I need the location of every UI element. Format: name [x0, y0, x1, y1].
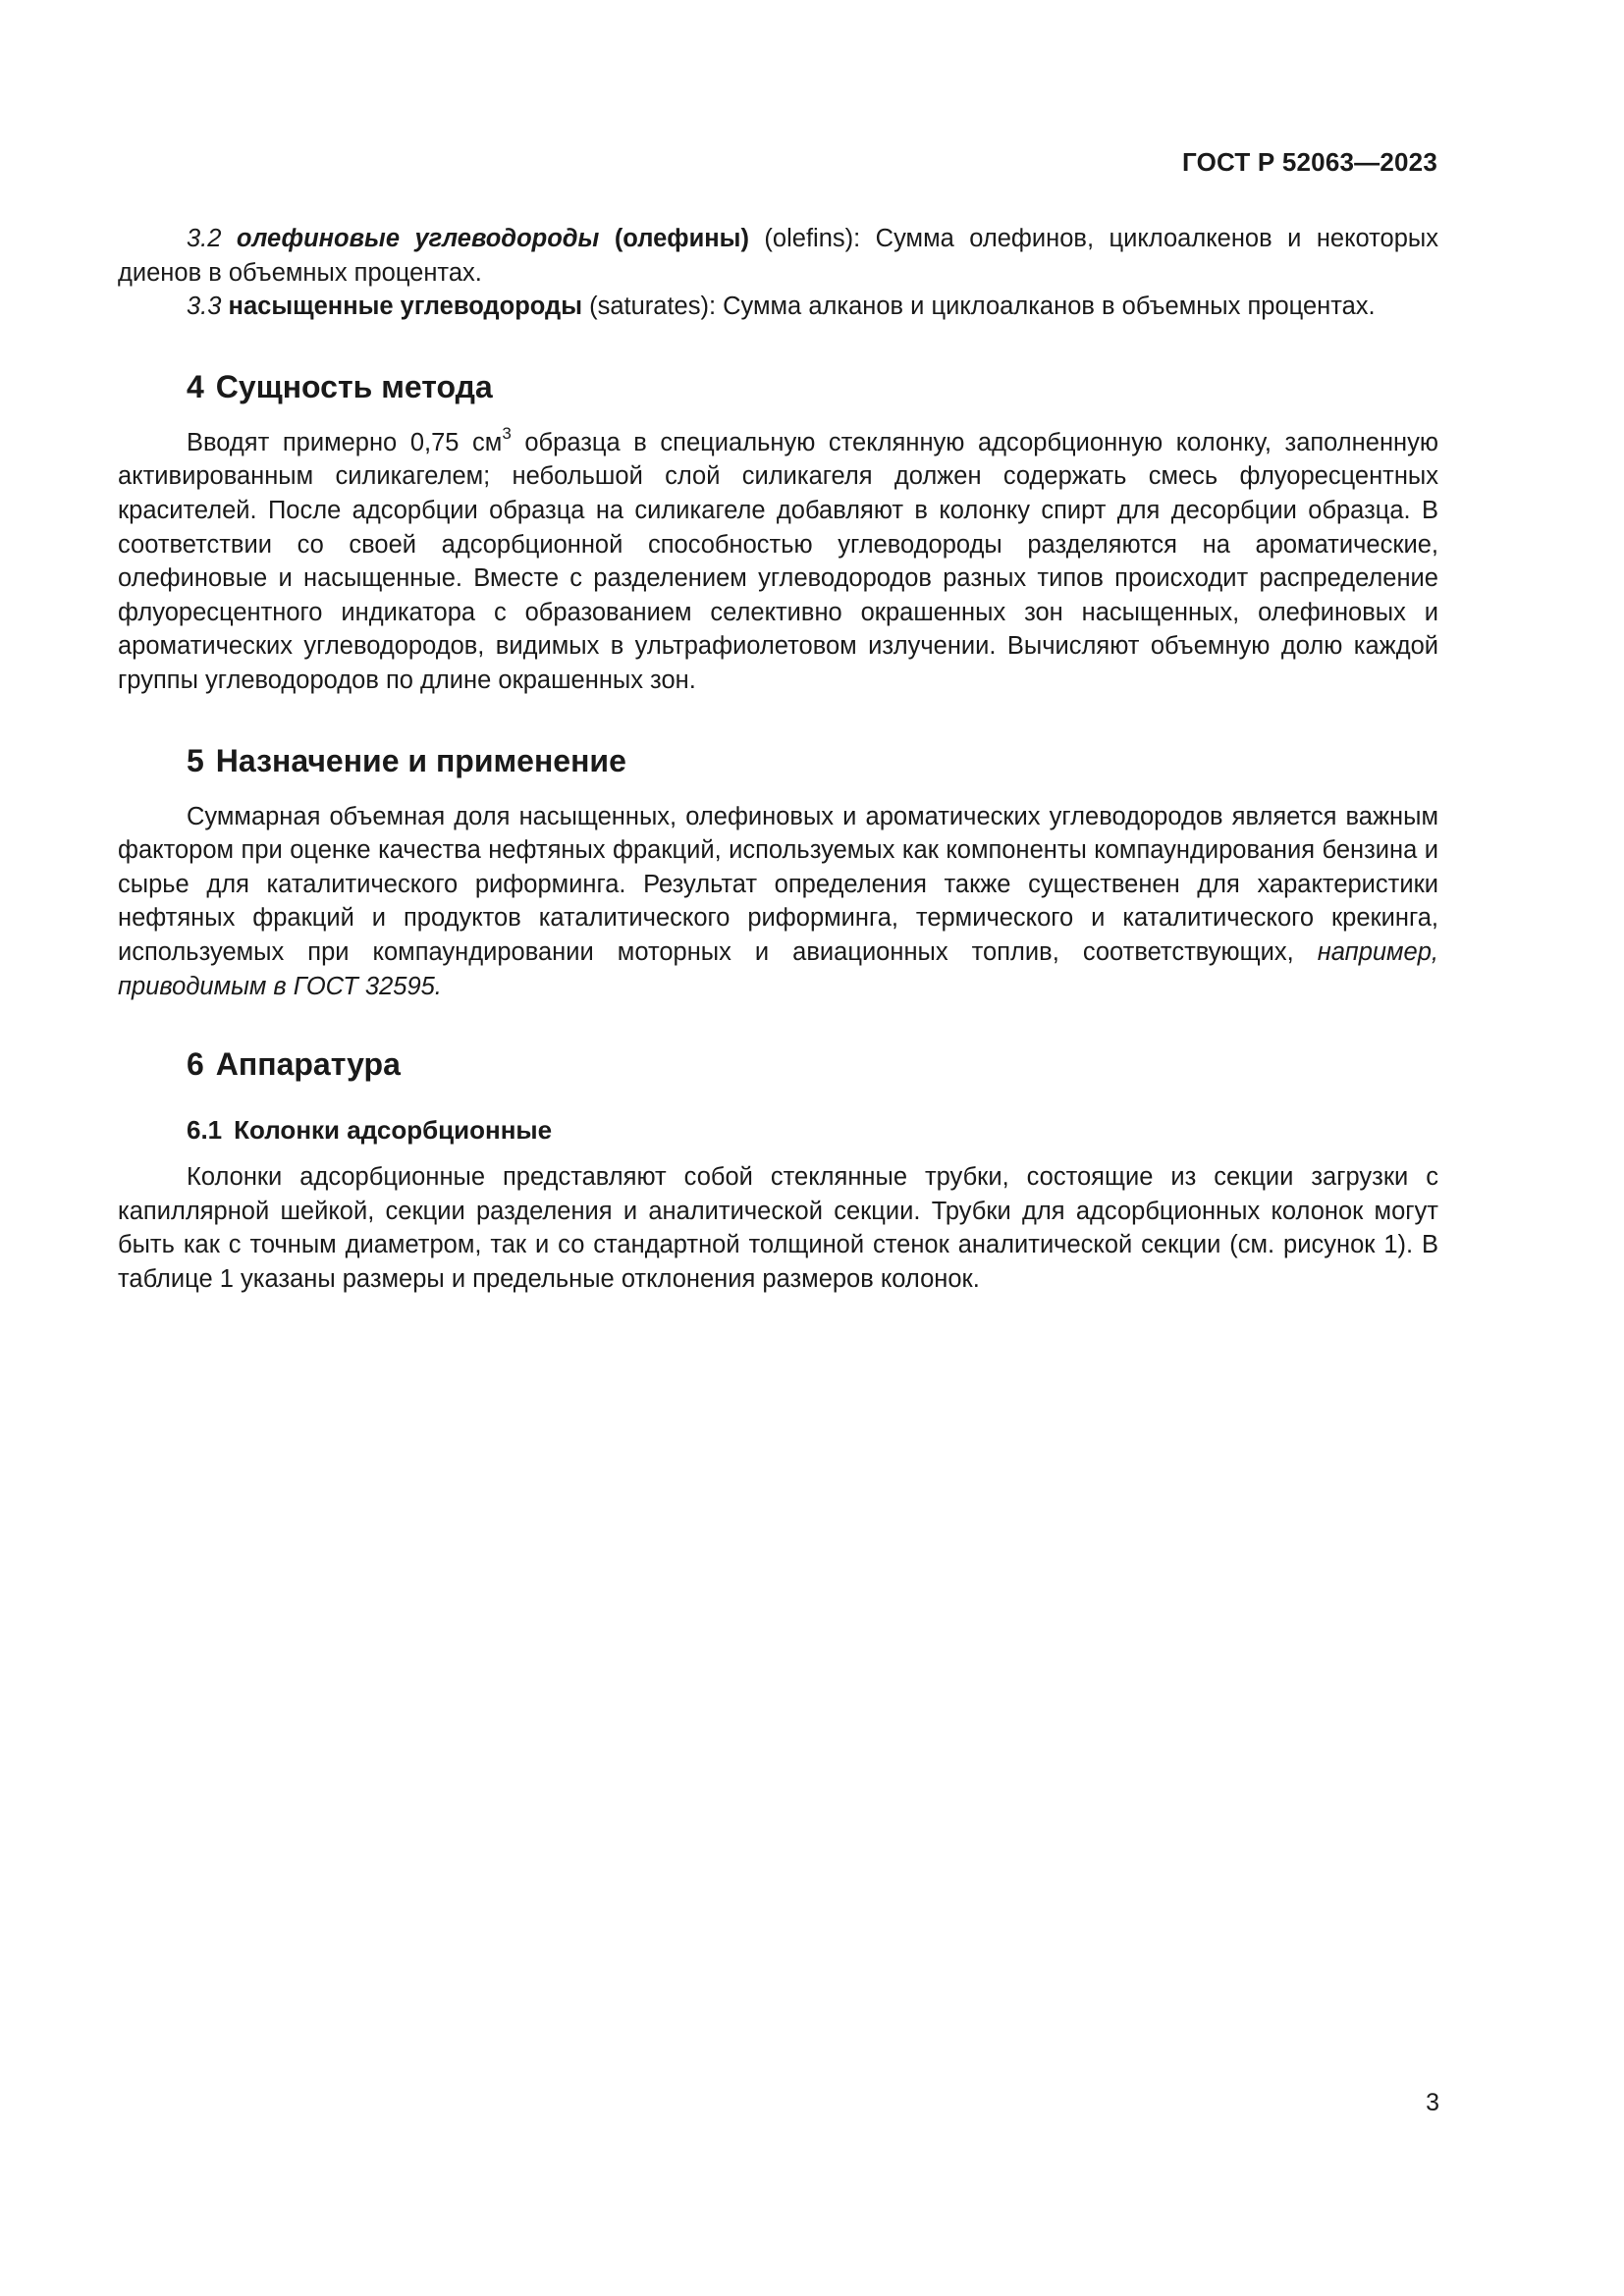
standard-designation: ГОСТ Р 52063—2023 — [1182, 147, 1437, 177]
section-5-heading — [118, 741, 1438, 780]
term-number: 3.2 — [187, 225, 222, 252]
section-5-text: Суммарная объемная доля насыщенных, олефиновых и ароматических углеводородов является важным фактором при оценке качества нефтяных фракций, используемых как компоненты компаундирования бензина и сырье для каталитического риформинга. Результат определения также существенен для характеристики нефтяных фракций и продуктов каталитического риформинга, термического и каталитического крекинга, используемых при компаундировании моторных и авиационных топлив, соответствующих, — [118, 802, 1438, 966]
term-name: насыщенные углеводороды — [228, 293, 582, 321]
subsection-title: Колонки адсорбционные — [234, 1115, 553, 1146]
subsection-number: 6.1 — [187, 1115, 223, 1146]
section-number: 5 — [187, 742, 204, 778]
page-content — [118, 222, 1438, 1296]
section-number: 6 — [187, 1046, 204, 1083]
section-5-reference: например, приводимым в ГОСТ 32595. — [118, 937, 1438, 1000]
section-6-heading — [118, 1044, 1438, 1084]
section-title: Аппаратура — [215, 1046, 401, 1083]
term-number: 3.3 — [187, 293, 222, 321]
term-3-3 — [118, 290, 1438, 324]
section-4-heading — [118, 367, 1438, 406]
section-title: Назначение и применение — [215, 742, 626, 778]
subsection-6-1-paragraph: Колонки адсорбционные представляют собой стеклянные трубки, состоящие из секции загрузки с капиллярной шейкой, секции разделения и аналитической секции. Трубки для адсорбционных колонок могут быть как с точным диаметром, так и со стандартной толщиной стенок аналитической секции (см. рисунок 1). В таблице 1 указаны размеры и предельные отклонения размеров колонок. — [118, 1163, 1438, 1293]
term-3-2 — [118, 222, 1438, 290]
section-title: Сущность метода — [215, 368, 493, 404]
subsection-6-1-heading — [118, 1113, 1438, 1147]
term-name: олефиновые углеводороды — [236, 225, 600, 252]
section-4-paragraph — [118, 426, 1438, 698]
section-5-paragraph — [118, 800, 1438, 1004]
section-number: 4 — [187, 368, 204, 404]
term-definition: (saturates): Сумма алканов и циклоалканов в объемных процентах. — [589, 293, 1376, 321]
term-name-extra: (олефины) — [614, 225, 749, 252]
page-number: 3 — [1426, 2089, 1439, 2116]
section-4-text-start: Вводят примерно 0,75 см — [187, 428, 503, 456]
term-definition: (olefins): Сумма олефинов, циклоалкенов и некоторых диенов в объемных процентах. — [118, 225, 1438, 287]
superscript: 3 — [502, 424, 512, 444]
section-4-text-rest: образца в специальную стеклянную адсорбционную колонку, заполненную активированным силикагелем; небольшой слой силикагеля должен содержать смесь флуоресцентных красителей. После адсорбции образца на силикагеле добавляют в колонку спирт для десорбции образца. В соответствии со своей адсорбционной способностью углеводороды разделяются на ароматические, олефиновые и насыщенные. Вместе с разделением углеводородов разных типов происходит распределение флуоресцентного индикатора с образованием селективно окрашенных зон насыщенных, олефиновых и ароматических углеводородов, видимых в ультрафиолетовом излучении. Вычисляют объемную долю каждой группы углеводородов по длине окрашенных зон. — [118, 428, 1438, 694]
